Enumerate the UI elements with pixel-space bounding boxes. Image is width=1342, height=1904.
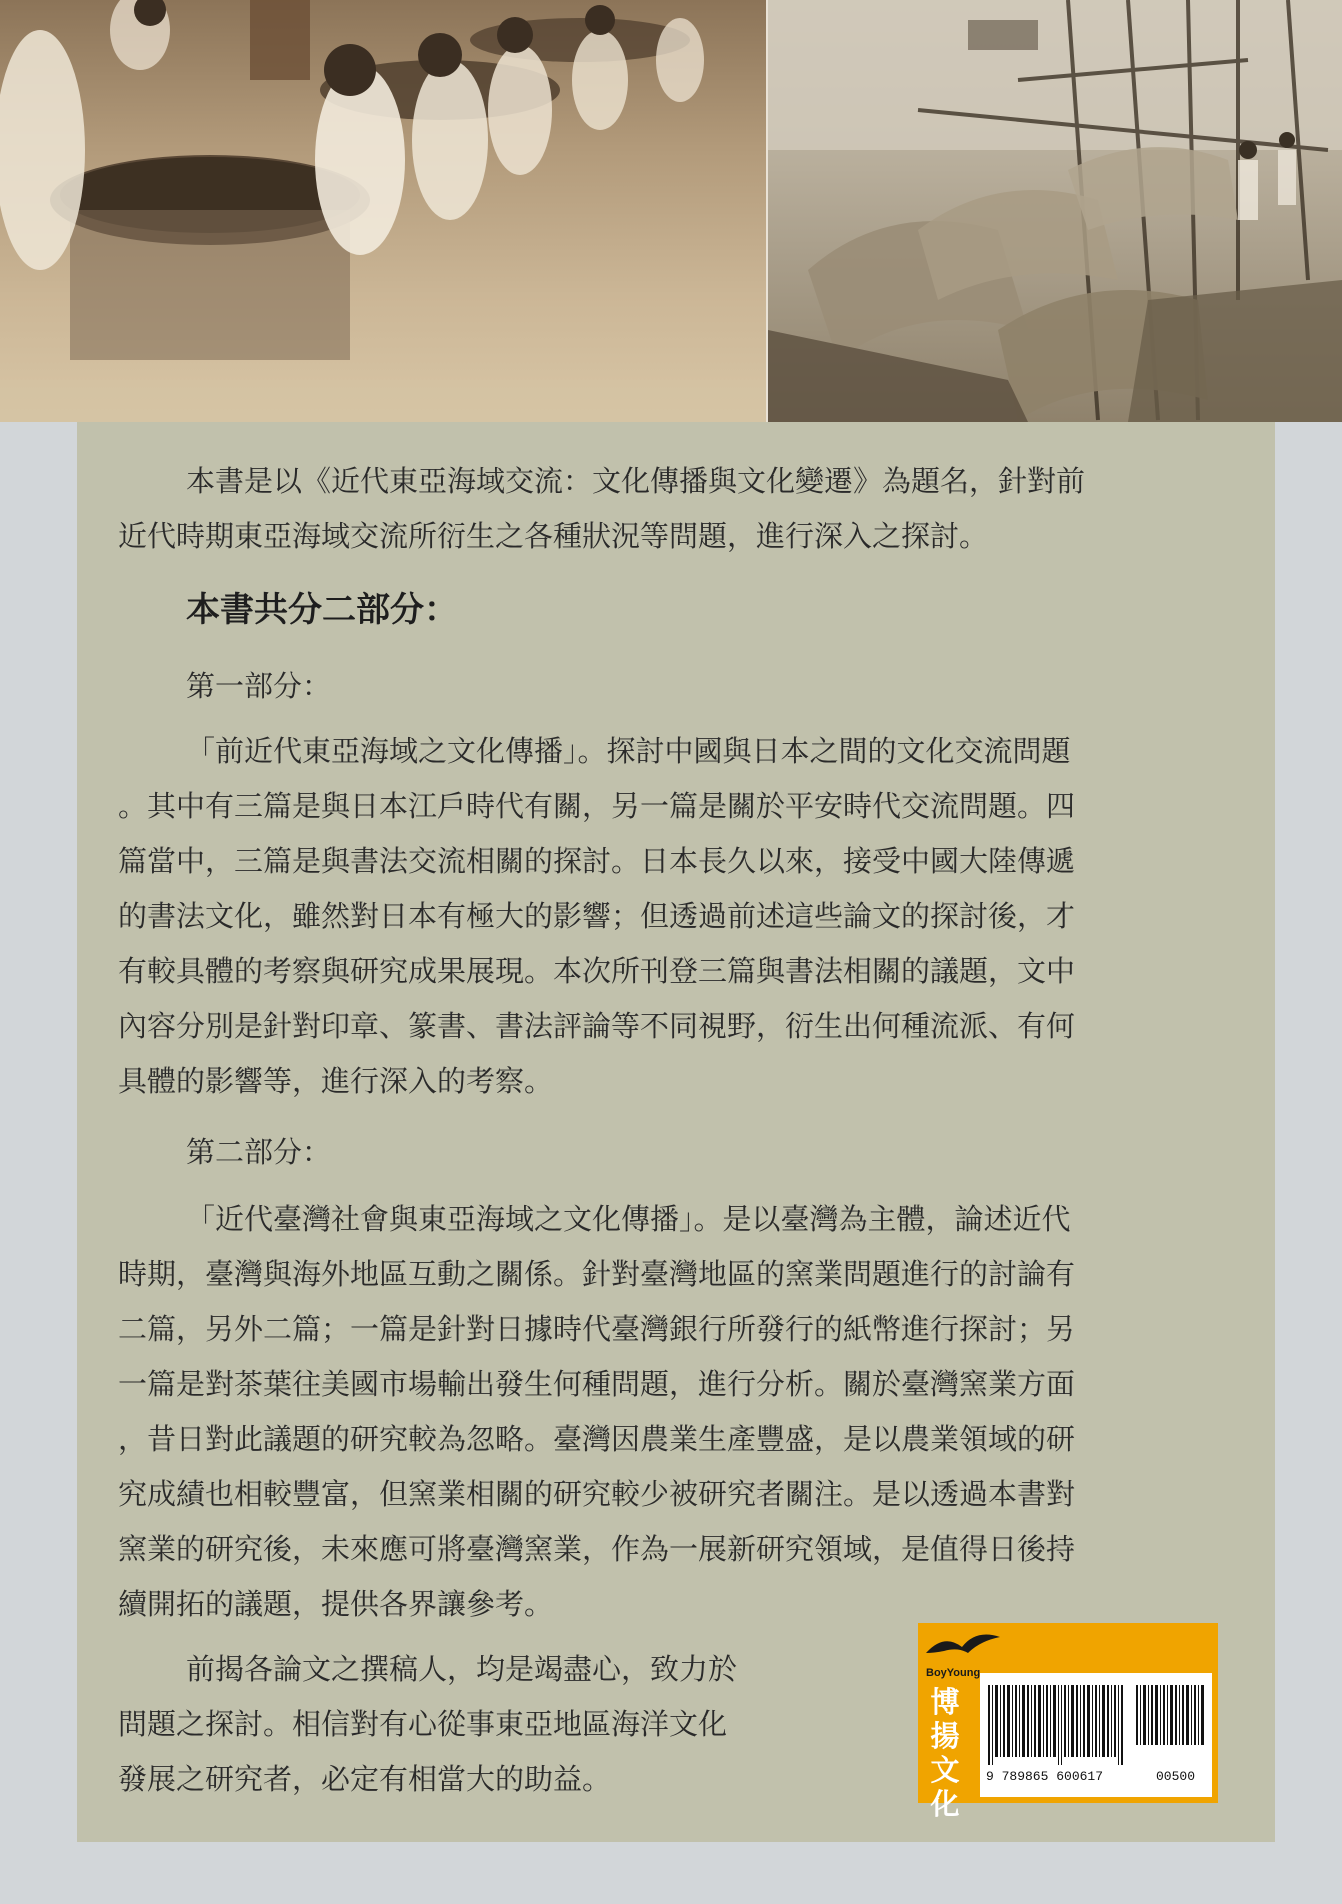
- river-boats-photo: [768, 0, 1342, 422]
- part2-label: 第二部分：: [186, 1135, 332, 1169]
- part2-line: ，昔日對此議題的研究較為忽略。臺灣因農業生產豐盛，是以農業領域的研: [118, 1422, 1076, 1456]
- tea-sorting-workers-photo: [0, 0, 766, 422]
- part1-line: 內容分別是針對印章、篆書、書法評論等不同視野，衍生出何種流派、有何: [118, 1009, 1076, 1043]
- barcode: [980, 1673, 1212, 1797]
- part1-label: 第一部分：: [186, 669, 332, 703]
- publisher-name-zh: [928, 1685, 962, 1821]
- tea-sorting-photo-art: [0, 0, 766, 422]
- intro-paragraph: [118, 454, 1308, 564]
- publisher-char: 揚: [930, 1719, 960, 1753]
- part2-line: 「近代臺灣社會與東亞海域之文化傳播」。是以臺灣為主體，論述近代: [186, 1202, 1071, 1236]
- publisher-char: 文: [930, 1753, 960, 1787]
- isbn-digits: 9 789865 600617: [986, 1769, 1104, 1784]
- part1-line: 的書法文化，雖然對日本有極大的影響；但透過前述這些論文的探討後，才: [118, 899, 1076, 933]
- part1-line: 有較具體的考察與研究成果展現。本次所刊登三篇與書法相關的議題，文中: [118, 954, 1076, 988]
- intro-line: 近代時期東亞海域交流所衍生之各種狀況等問題，進行深入之探討。: [118, 519, 989, 553]
- river-boats-photo-art: [768, 0, 1342, 422]
- closing-line: 問題之探討。相信對有心從事東亞地區海洋文化: [118, 1707, 728, 1741]
- part1-line: 具體的影響等，進行深入的考察。: [118, 1064, 554, 1098]
- section-heading: 本書共分二部分：: [186, 590, 458, 630]
- part1-line: 「前近代東亞海域之文化傳播」。探討中國與日本之間的文化交流問題: [186, 734, 1071, 768]
- part2-line: 二篇，另外二篇；一篇是針對日據時代臺灣銀行所發行的紙幣進行探討；另: [118, 1312, 1076, 1346]
- publisher-name-en: BoyYoung: [926, 1667, 981, 1679]
- publisher-char: 化: [930, 1787, 960, 1821]
- publisher-logo-barcode: [918, 1623, 1218, 1821]
- part2-line: 究成績也相較豐富，但窯業相關的研究較少被研究者關注。是以透過本書對: [118, 1477, 1076, 1511]
- intro-line: 本書是以《近代東亞海域交流：文化傳播與文化變遷》為題名，針對前: [186, 464, 1086, 498]
- publisher-char: 博: [930, 1685, 960, 1719]
- part2-line: 續開拓的議題，提供各界讓參考。: [118, 1587, 554, 1621]
- part2-line: 一篇是對茶葉往美國市場輸出發生何種問題，進行分析。關於臺灣窯業方面: [118, 1367, 1076, 1401]
- part2-line: 時期，臺灣與海外地區互動之關係。針對臺灣地區的窯業問題進行的討論有: [118, 1257, 1076, 1291]
- part1-line: 篇當中，三篇是與書法交流相關的探討。日本長久以來，接受中國大陸傳遞: [118, 844, 1076, 878]
- part1-line: 。其中有三篇是與日本江戶時代有關，另一篇是關於平安時代交流問題。四: [118, 789, 1076, 823]
- part2-paragraph: [118, 1192, 1308, 1632]
- closing-line: 發展之研究者，必定有相當大的助益。: [118, 1762, 612, 1796]
- bird-icon: [924, 1627, 1002, 1667]
- part2-line: 窯業的研究後，未來應可將臺灣窯業，作為一展新研究領域，是值得日後持: [118, 1532, 1076, 1566]
- cover-photographs: [0, 0, 1342, 422]
- barcode-bars: [988, 1685, 1204, 1765]
- closing-line: 前揭各論文之撰稿人，均是竭盡心，致力於: [186, 1652, 738, 1686]
- part1-paragraph: [118, 724, 1308, 1109]
- price-code: 00500: [1156, 1769, 1196, 1784]
